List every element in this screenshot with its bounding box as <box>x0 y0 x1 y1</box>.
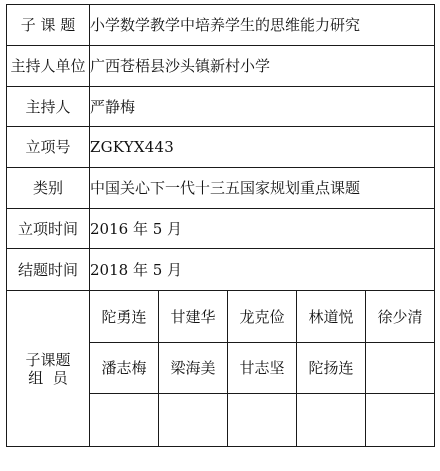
members-row-1 <box>7 291 435 343</box>
project-number-value: ZGKYX443 <box>90 127 435 168</box>
member-cell <box>366 394 435 447</box>
project-number-label: 立项号 <box>7 127 90 168</box>
member-cell: 林道悦 <box>297 291 366 343</box>
host-unit-value: 广西苍梧县沙头镇新村小学 <box>90 46 435 87</box>
member-cell: 龙克俭 <box>228 291 297 343</box>
member-cell <box>297 394 366 447</box>
group-label-line2: 组 员 <box>28 368 68 387</box>
member-cell: 陀扬连 <box>297 343 366 394</box>
host-label: 主持人 <box>7 87 90 127</box>
end-date-value: 2018 年 5 月 <box>90 249 435 291</box>
start-date-row <box>7 209 435 249</box>
category-value: 中国关心下一代十三五国家规划重点课题 <box>90 168 435 209</box>
host-value: 严静梅 <box>90 87 435 127</box>
subtopic-value: 小学数学教学中培养学生的思维能力研究 <box>90 5 435 46</box>
category-label: 类别 <box>7 168 90 209</box>
group-label-line1: 子课题 <box>25 350 71 369</box>
subtopic-row <box>7 5 435 46</box>
project-info-table <box>6 4 435 447</box>
member-cell <box>228 394 297 447</box>
host-row <box>7 87 435 127</box>
member-cell: 潘志梅 <box>90 343 159 394</box>
host-unit-row <box>7 46 435 87</box>
project-number-row <box>7 127 435 168</box>
member-cell: 甘建华 <box>159 291 228 343</box>
end-date-label: 结题时间 <box>7 249 90 291</box>
host-unit-label: 主持人单位 <box>7 46 90 87</box>
start-date-value: 2016 年 5 月 <box>90 209 435 249</box>
member-cell <box>159 394 228 447</box>
end-date-row <box>7 249 435 291</box>
member-cell: 陀勇连 <box>90 291 159 343</box>
subtopic-label: 子 课 题 <box>7 5 90 46</box>
group-members-label <box>7 291 90 447</box>
member-cell: 梁海美 <box>159 343 228 394</box>
member-cell <box>90 394 159 447</box>
category-row <box>7 168 435 209</box>
member-cell: 甘志坚 <box>228 343 297 394</box>
member-cell: 徐少清 <box>366 291 435 343</box>
member-cell <box>366 343 435 394</box>
start-date-label: 立项时间 <box>7 209 90 249</box>
